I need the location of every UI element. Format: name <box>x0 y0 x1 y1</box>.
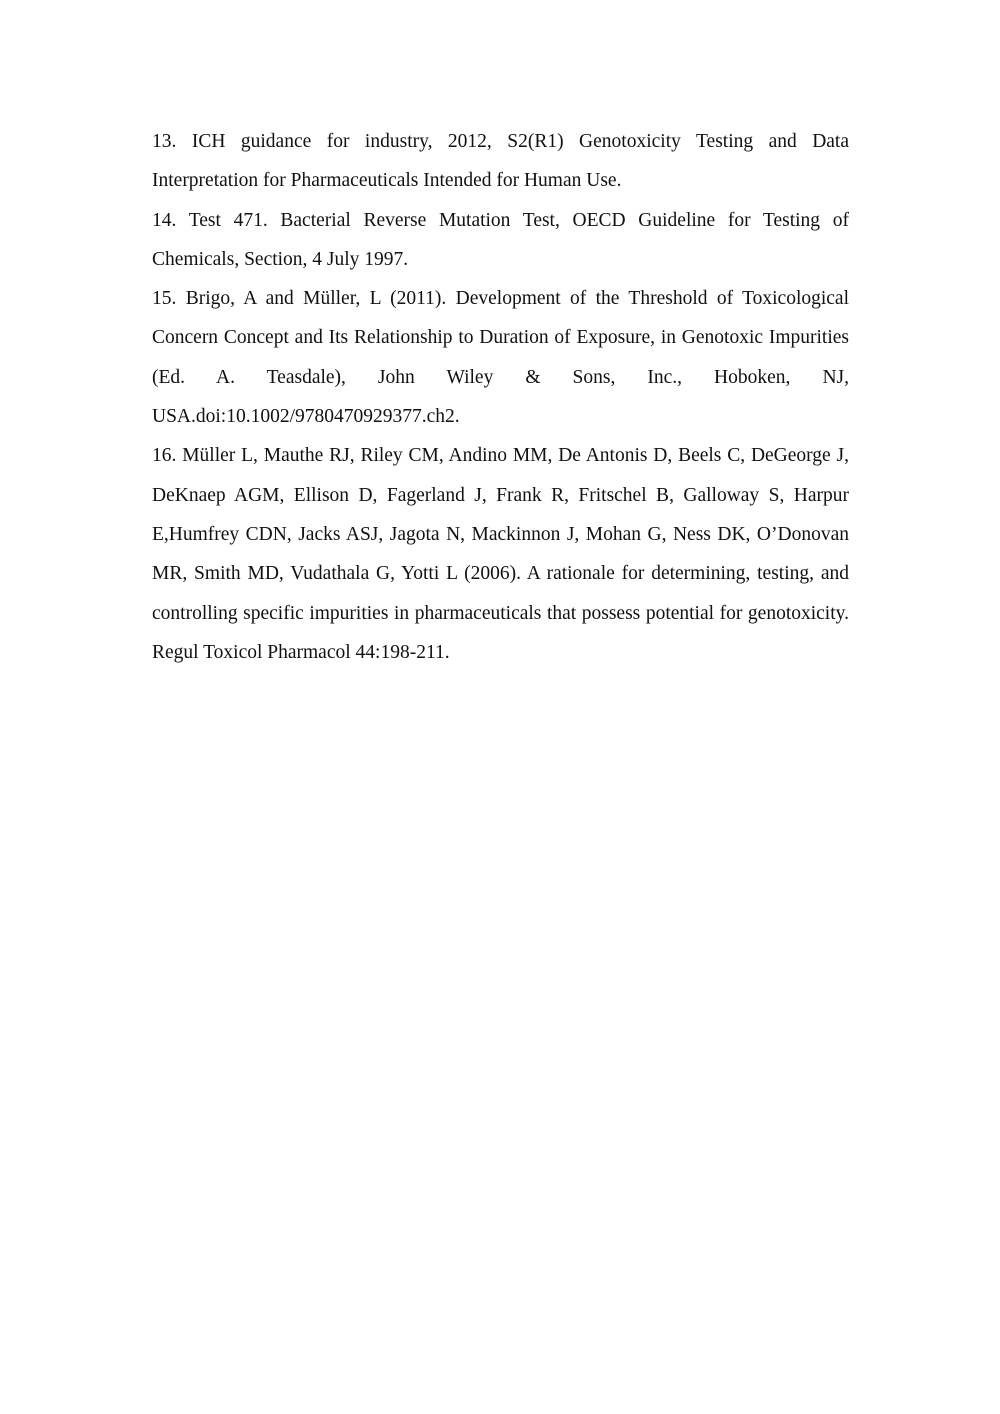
reference-list <box>152 122 849 672</box>
reference-text: Test 471. Bacterial Reverse Mutation Test, OECD Guideline for Testing of Chemicals, Section, 4 July 1997. <box>152 209 849 270</box>
reference-number: 16. <box>152 445 177 467</box>
reference-number: 13. <box>152 131 177 152</box>
reference-16 <box>152 436 849 672</box>
reference-number: 15. <box>152 288 177 310</box>
reference-text: Müller L, Mauthe RJ, Riley CM, Andino MM, De Antonis D, Beels C, DeGeorge J, DeKnaep AGM, Ellison D, Fagerland J, Frank R, Fritschel B, Galloway S, Harpur E,Humfrey CDN, Jacks ASJ, Jagota N, Mackinnon J, Mohan G, Ness DK, O’Donovan MR, Smith MD, Vudathala G, Yotti L (2006). A rationale for determining, testing, and controlling specific impurities in pharmaceuticals that possess potential for genotoxicity. Regul Toxicol Pharmacol 44:198-211. <box>152 445 850 663</box>
reference-text: Brigo, A and Müller, L (2011). Development of the Threshold of Toxicological Concern Concept and Its Relationship to Duration of Exposure, in Genotoxic Impurities (Ed. A. Teasdale), John Wiley & Sons, Inc., Hoboken, NJ, USA.doi:10.1002/9780470929377.ch2. <box>152 288 850 428</box>
reference-13 <box>152 122 849 201</box>
reference-number: 14. <box>152 209 177 231</box>
reference-14 <box>152 201 849 280</box>
reference-text: ICH guidance for industry, 2012, S2(R1) Genotoxicity Testing and Data Interpretation for Pharmaceuticals Intended for Human Use. <box>152 131 850 192</box>
reference-15 <box>152 279 849 436</box>
